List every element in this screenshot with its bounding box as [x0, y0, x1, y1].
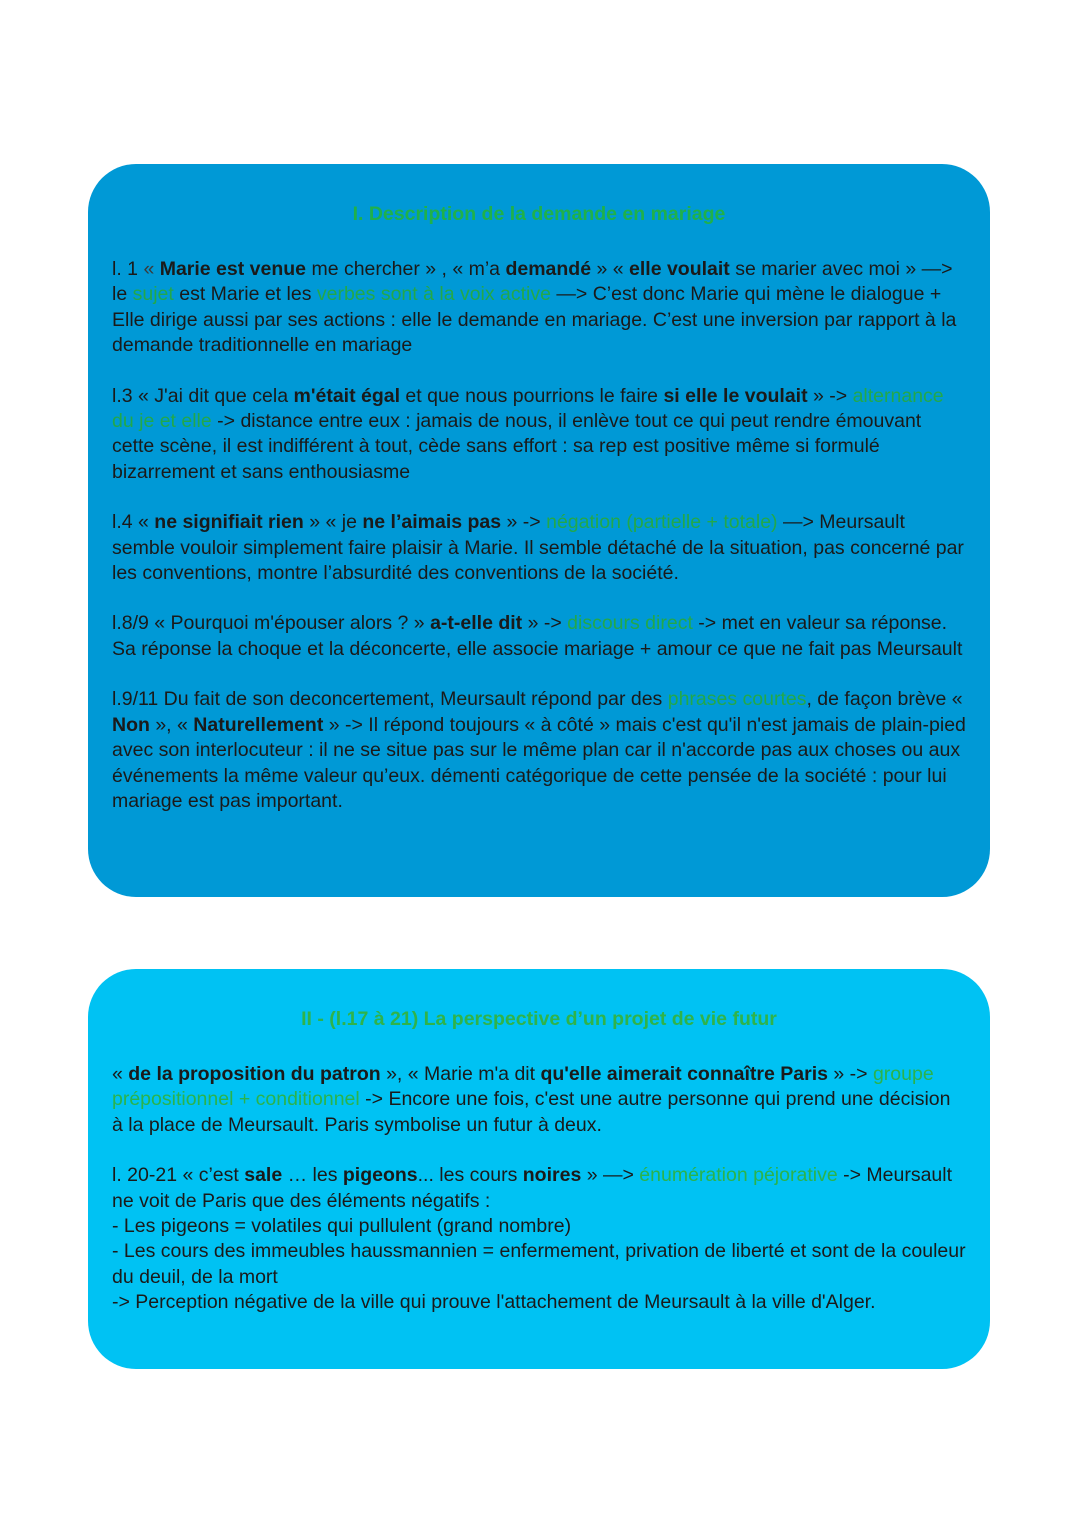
paragraph	[112, 1062, 966, 1138]
bold-quote: de la proposition du patron	[128, 1063, 381, 1085]
section-title: I. Description de la demande en mariage	[352, 203, 726, 225]
bold-quote: qu'elle aimerait connaître Paris	[540, 1063, 828, 1085]
bold-quote: si elle le voulait	[663, 384, 808, 407]
text-segment: l.4 «	[112, 511, 155, 534]
text-segment: —> C’est donc Marie qui mène le dialogue + Elle dirige aussi par ses actions : elle le demande en mariage. C’est une inversion par rapport à la demande traditionnelle en mariage	[112, 283, 957, 357]
bold-quote: sale	[244, 1164, 283, 1187]
highlight-text: négation (partielle + totale)	[546, 511, 778, 534]
text-segment: » ->	[807, 384, 853, 407]
text-segment: , de façon brève «	[806, 688, 963, 711]
highlight-text: alternance du je et elle	[112, 384, 944, 433]
text-segment: ... les cours	[417, 1164, 523, 1187]
paragraph	[112, 687, 966, 814]
text-segment: l. 20-21 « c’est	[112, 1164, 245, 1187]
bold-quote: m'était égal	[293, 384, 401, 407]
text-segment: … les	[282, 1164, 343, 1187]
text-segment: «	[143, 258, 160, 280]
text-segment: -> distance entre eux : jamais de nous, il enlève tout ce qui peut rendre émouvant cette scène, il est indifférent à tout, cède sans effort : sa rep est positive même si formulé bizarrement et sans enthousiasme	[112, 410, 922, 483]
bold-quote: ne l’aimais pas	[362, 511, 502, 534]
text-segment: » « je	[303, 511, 363, 534]
text-segment: », «	[149, 713, 194, 736]
bold-quote: Marie est venue	[159, 258, 307, 280]
bold-quote: elle voulait	[629, 258, 730, 280]
text-segment: » «	[591, 258, 630, 280]
highlight-text: groupe prépositionnel + conditionnel	[112, 1063, 934, 1111]
text-segment: est Marie et les	[173, 283, 317, 306]
text-segment: —> Meursault semble vouloir simplement faire plaisir à Marie. Il semble détaché de la situation, pas concerné par les conventions, montre l’absurdité des conventions de la société.	[112, 511, 964, 585]
bold-quote: noires	[522, 1164, 582, 1187]
section-title: II - (l.17 à 21) La perspective d’un projet de vie futur	[301, 1008, 777, 1030]
text-segment: - Les cours des immeubles haussmannien = enfermement, privation de liberté et sont de la couleur du deuil, de la mort	[112, 1240, 966, 1288]
text-segment: » ->	[501, 511, 547, 534]
text-segment: «	[112, 1063, 129, 1085]
text-segment: -> Meursault ne voit de Paris que des éléments négatifs :	[112, 1164, 953, 1212]
text-segment: -> met en valeur sa réponse. Sa réponse la choque et la déconcerte, elle associe mariage + amour ce que ne fait pas Meursault	[112, 612, 963, 660]
highlight-text: verbes sont à la voix active	[316, 283, 551, 306]
text-segment: l.3 « J'ai dit que cela	[112, 384, 294, 407]
text-segment: et que nous pourrions le faire	[400, 384, 664, 407]
paragraph	[112, 611, 966, 662]
text-segment: me chercher » , « m’a	[306, 258, 506, 280]
text-segment: » ->	[827, 1063, 873, 1085]
text-segment: l. 1	[112, 258, 144, 280]
text-segment: - Les pigeons = volatiles qui pullulent (grand nombre)	[112, 1215, 572, 1238]
paragraph	[112, 384, 966, 486]
text-segment: » -> Il répond toujours « à côté » mais c'est qu'il n'est jamais de plain-pied avec son interlocuteur : il ne se situe pas sur le même plan car il n'accorde pas aux choses ou aux événements la même valeur qu’eux. démenti catégorique de cette pensée de la société : pour lui mariage est pas important.	[112, 713, 966, 812]
paragraph	[112, 1163, 966, 1315]
text-segment: -> Encore une fois, c'est une autre personne qui prend une décision à la place de Meursault. Paris symbolise un futur à deux.	[112, 1088, 951, 1136]
highlight-text: phrases courtes	[667, 688, 807, 711]
text-segment: » ->	[522, 612, 568, 635]
bold-quote: Non	[112, 713, 150, 736]
bold-quote: demandé	[505, 258, 592, 280]
section-card-2	[88, 969, 990, 1369]
bold-quote: pigeons	[342, 1164, 418, 1187]
bold-quote: a-t-elle dit	[430, 612, 523, 635]
highlight-text: énumération péjorative	[639, 1164, 838, 1187]
paragraph	[112, 257, 966, 359]
text-segment: se marier avec moi » —> le	[112, 258, 953, 306]
bold-quote: ne signifiait rien	[154, 511, 304, 534]
text-segment: », « Marie m'a dit	[380, 1063, 541, 1085]
text-segment: » —>	[581, 1164, 640, 1187]
text-segment: l.8/9 « Pourquoi m'épouser alors ? »	[112, 612, 431, 635]
text-segment: l.9/11 Du fait de son deconcertement, Meursault répond par des	[112, 688, 668, 711]
text-segment: -> Perception négative de la ville qui prouve l'attachement de Meursault à la ville d'Alger.	[112, 1291, 876, 1314]
section-card-1	[88, 164, 990, 897]
bold-quote: Naturellement	[193, 713, 324, 736]
paragraph	[112, 510, 966, 586]
highlight-text: discours direct	[567, 612, 693, 635]
highlight-text: sujet	[132, 283, 174, 306]
